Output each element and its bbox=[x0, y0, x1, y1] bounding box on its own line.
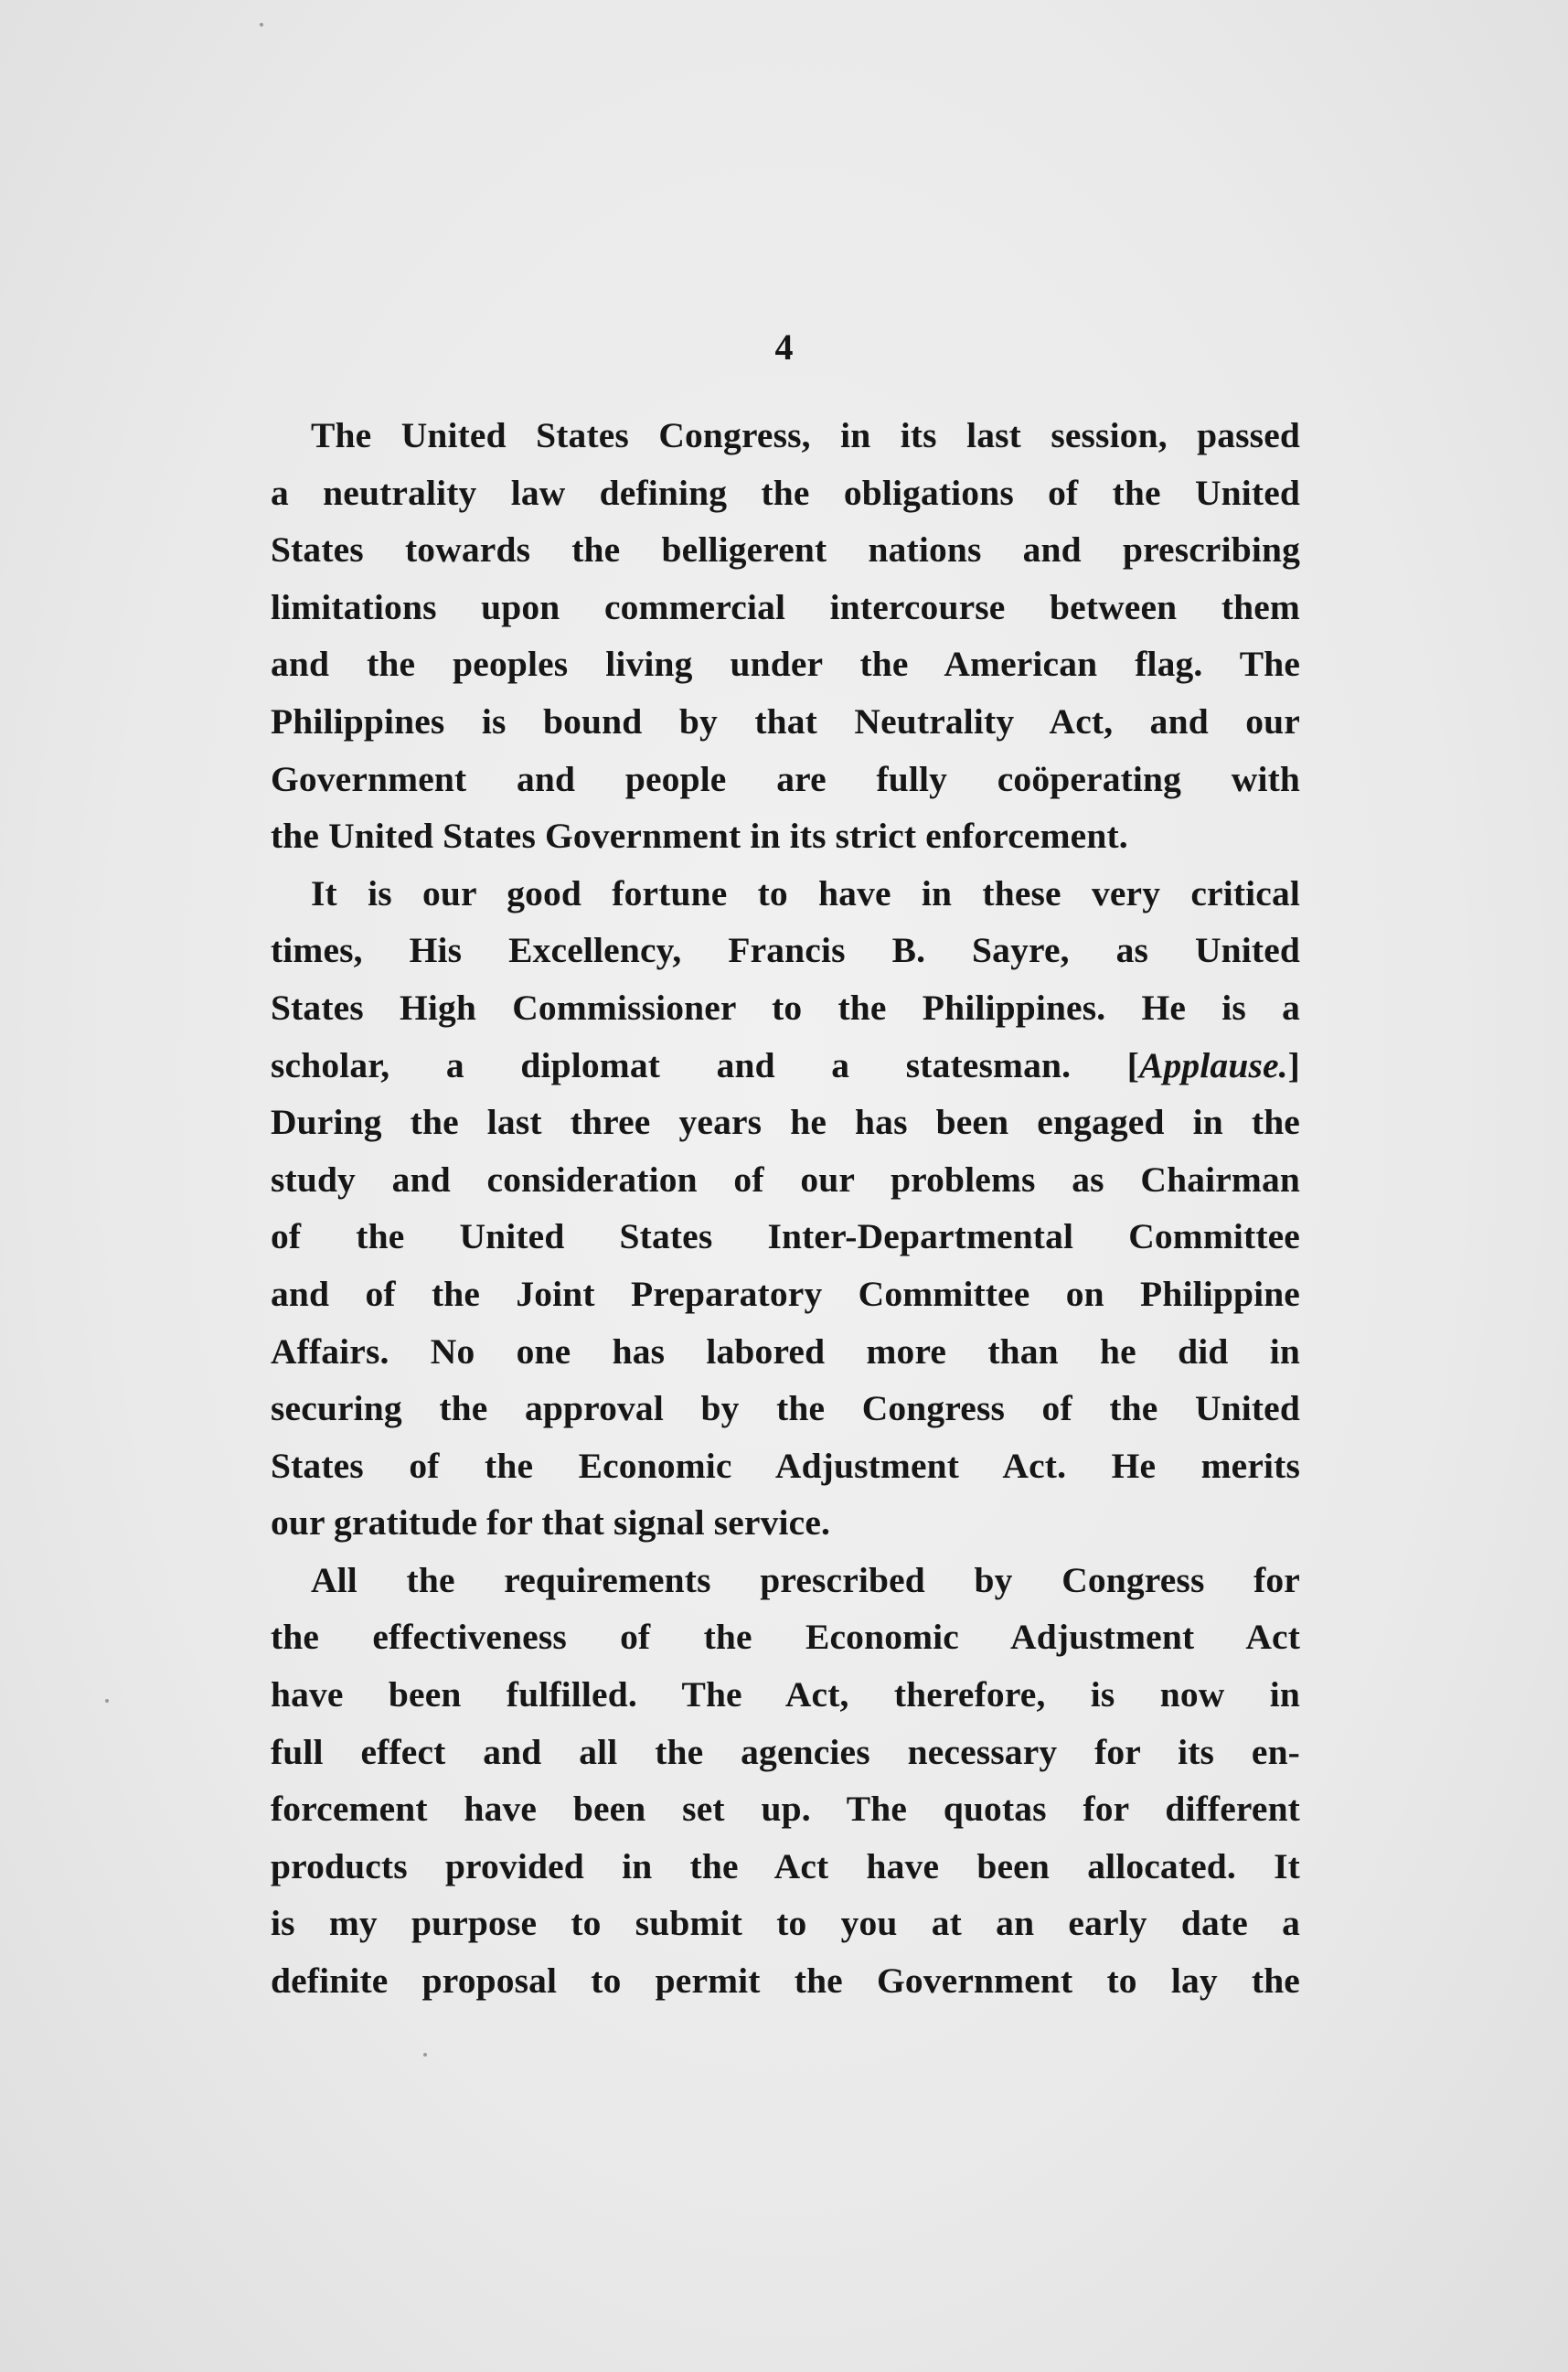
text-line: times, His Excellency, Francis B. Sayre, as United bbox=[271, 930, 1300, 971]
paper-speck bbox=[260, 23, 263, 27]
text-line: The United States Congress, in its last session, passed bbox=[311, 415, 1300, 455]
text-line: States High Commissioner to the Philippines. He is a bbox=[271, 987, 1300, 1028]
text-line: definite proposal to permit the Government to lay the bbox=[271, 1961, 1300, 2002]
applause-bracket-close: ] bbox=[1287, 1044, 1300, 1085]
text-line: and of the Joint Preparatory Committee on Philippine bbox=[271, 1273, 1300, 1314]
applause-annotation: Applause. bbox=[1139, 1044, 1288, 1085]
text-line: the effectiveness of the Economic Adjustment Act bbox=[271, 1617, 1300, 1658]
paper-speck bbox=[423, 2053, 427, 2057]
text-line: have been fulfilled. The Act, therefore, is now in bbox=[271, 1674, 1300, 1715]
text-line: Affairs. No one has labored more than he did in bbox=[271, 1330, 1300, 1372]
paragraph-neutrality-law bbox=[271, 407, 1300, 865]
text-line: full effect and all the agencies necessary for its en- bbox=[271, 1731, 1300, 1772]
text-line: It is our good fortune to have in these very critical bbox=[311, 872, 1300, 914]
text-line: study and consideration of our problems as Chairman bbox=[271, 1159, 1300, 1200]
applause-bracket-open: [ bbox=[1126, 1044, 1139, 1085]
text-line: All the requirements prescribed by Congress for bbox=[311, 1559, 1300, 1600]
text-line: securing the approval by the Congress of the United bbox=[271, 1388, 1300, 1429]
text-line: forcement have been set up. The quotas for different bbox=[271, 1789, 1300, 1830]
text-line: and the peoples living under the American flag. The bbox=[271, 644, 1300, 685]
text-line: Government and people are fully coöperating with bbox=[271, 758, 1300, 799]
paragraph-high-commissioner bbox=[271, 865, 1300, 1552]
text-line: our gratitude for that signal service. bbox=[271, 1502, 831, 1544]
text-line: is my purpose to submit to you at an early date a bbox=[271, 1903, 1300, 1944]
text-line-applause bbox=[271, 1037, 1300, 1095]
text-fragment: scholar, a diplomat and a statesman. bbox=[271, 1044, 1072, 1085]
text-line: a neutrality law defining the obligations of the United bbox=[271, 472, 1300, 513]
text-line: During the last three years he has been engaged in the bbox=[271, 1102, 1300, 1143]
text-line: Philippines is bound by that Neutrality Act, and our bbox=[271, 700, 1300, 742]
paper-speck bbox=[105, 1699, 109, 1703]
text-line: States of the Economic Adjustment Act. He merits bbox=[271, 1445, 1300, 1486]
text-line: limitations upon commercial intercourse between them bbox=[271, 586, 1300, 627]
body-text bbox=[271, 407, 1300, 2010]
text-line: products provided in the Act have been allocated. It bbox=[271, 1845, 1300, 1886]
text-line: of the United States Inter-Departmental Committee bbox=[271, 1216, 1300, 1257]
paragraph-economic-adjustment bbox=[271, 1552, 1300, 2010]
text-line: States towards the belligerent nations and prescribing bbox=[271, 529, 1300, 571]
text-line: the United States Government in its strict enforcement. bbox=[271, 816, 1128, 857]
page-number: 4 bbox=[774, 326, 794, 368]
